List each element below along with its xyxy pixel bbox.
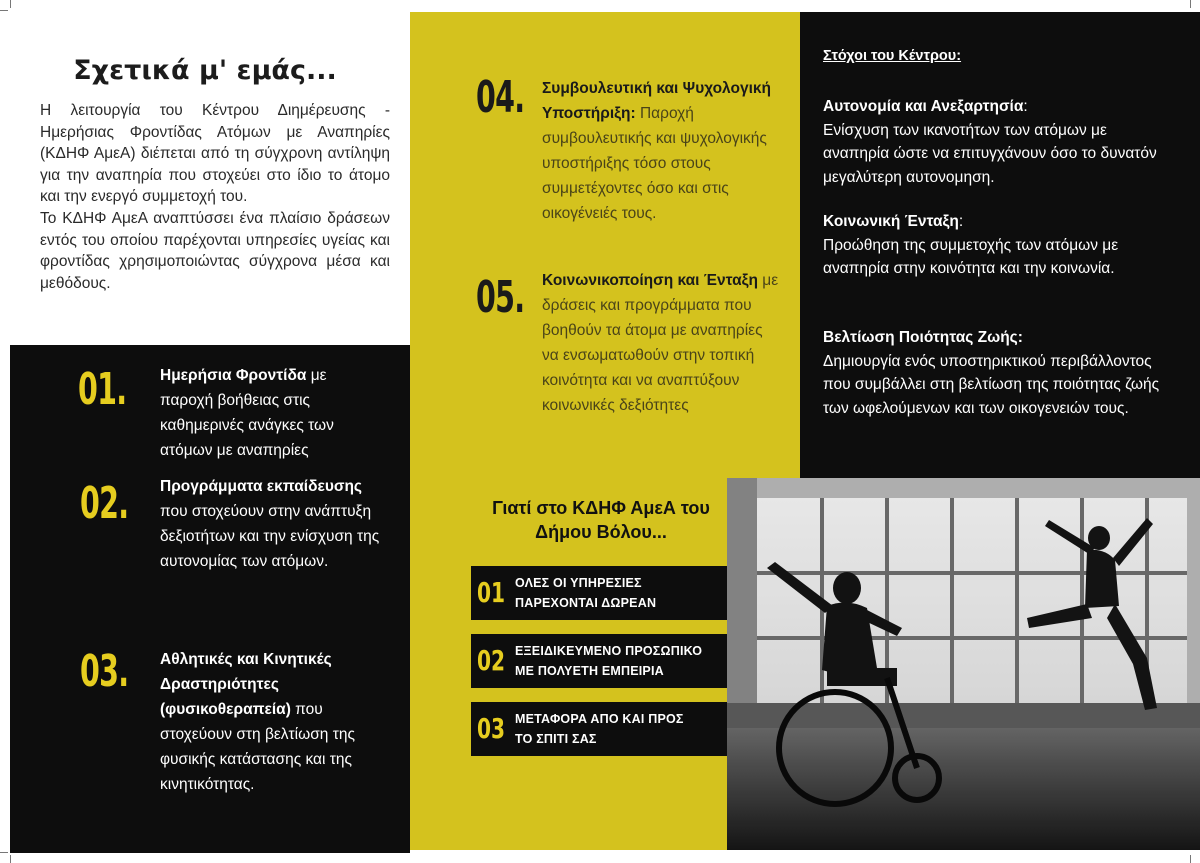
service-number-05: 05. bbox=[476, 272, 525, 323]
about-title: Σχετικά μ' εμάς... bbox=[73, 55, 337, 86]
why-number: 01 bbox=[477, 576, 506, 609]
why-text bbox=[515, 573, 743, 613]
dancers-photo bbox=[727, 478, 1200, 850]
why-text bbox=[515, 709, 743, 749]
crop-mark bbox=[10, 0, 11, 8]
why-title: Γιατί στο ΚΔΗΦ ΑμεΑ του Δήμου Βόλου... bbox=[492, 498, 710, 542]
service-item-01 bbox=[160, 363, 375, 463]
why-text-line: ΜΕΤΑΦΟΡΑ ΑΠΟ ΚΑΙ ΠΡΟΣ bbox=[515, 712, 684, 726]
goal-text: Δημιουργία ενός υποστηρικτικού περιβάλλοντος που συμβάλλει στη βελτίωση της ποιότητας ζωής των ωφελούμενων και των οικογενειών τους. bbox=[823, 352, 1160, 417]
crop-mark bbox=[1190, 855, 1191, 863]
goal-separator: : bbox=[1023, 98, 1028, 115]
goal-title: Κοινωνική Ένταξη bbox=[823, 213, 959, 230]
service-title: Αθλητικές και Κινητικές Δραστηριότητες (φυσικοθεραπεία) bbox=[160, 651, 332, 718]
about-paragraph-2: Το ΚΔΗΦ ΑμεΑ αναπτύσσει ένα πλαίσιο δράσεων εντός του οποίου παρέχονται υπηρεσίες υγείας και φροντίδας χρησιμοποιώντας σύγχρονα μέσα και μεθόδους. bbox=[40, 209, 390, 292]
why-text-line: ΠΑΡΕΧΟΝΤΑΙ ΔΩΡΕΑΝ bbox=[515, 596, 657, 610]
why-text-line: ΜΕ ΠΟΛΥΕΤΗ ΕΜΠΕΙΡΙΑ bbox=[515, 664, 664, 678]
service-desc: με δράσεις και προγράμματα που βοηθούν τα άτομα με αναπηρίες να ενσωματωθούν στην τοπική κοινότητα και να αναπτύξουν κοινωνικές δεξιότητες bbox=[542, 272, 779, 414]
crop-mark bbox=[10, 855, 11, 863]
service-desc: με παροχή βοήθειας στις καθημερινές ανάγκες των ατόμων με αναπηρίες bbox=[160, 367, 334, 459]
service-title: Συμβουλευτική και Ψυχολογική Υποστήριξη: bbox=[542, 80, 771, 122]
service-title: Κοινωνικοποίηση και Ένταξη bbox=[542, 272, 758, 289]
crop-mark bbox=[0, 852, 8, 853]
goal-text: Ενίσχυση των ικανοτήτων των ατόμων με αναπηρία ώστε να επιτυγχάνουν όσο το δυνατόν μεγαλύτερη αυτονομηση. bbox=[823, 121, 1157, 186]
goal-item-inclusion bbox=[823, 210, 1173, 281]
goal-title: Βελτίωση Ποιότητας Ζωής: bbox=[823, 329, 1023, 346]
why-number: 02 bbox=[477, 644, 506, 677]
why-text-line: ΟΛΕΣ ΟΙ ΥΠΗΡΕΣΙΕΣ bbox=[515, 576, 642, 590]
goal-item-quality bbox=[823, 326, 1173, 420]
why-text-line: ΤΟ ΣΠΙΤΙ ΣΑΣ bbox=[515, 732, 597, 746]
service-item-02 bbox=[160, 474, 385, 574]
service-desc: που στοχεύουν στη βελτίωση της φυσικής κατάστασης και της κινητικότητας. bbox=[160, 701, 355, 793]
why-item-03 bbox=[471, 702, 745, 756]
service-number-01: 01. bbox=[78, 364, 127, 415]
why-text-line: ΕΞΕΙΔΙΚΕΥΜΕΝΟ ΠΡΟΣΩΠΙΚΟ bbox=[515, 644, 703, 658]
goal-item-autonomy bbox=[823, 95, 1173, 189]
service-item-04 bbox=[542, 76, 780, 226]
why-item-01 bbox=[471, 566, 745, 620]
service-desc: που στοχεύουν στην ανάπτυξη δεξιοτήτων και την ενίσχυση της αυτονομίας των ατόμων. bbox=[160, 503, 380, 570]
about-text bbox=[40, 100, 390, 294]
why-text bbox=[515, 641, 743, 681]
goals-heading: Στόχοι του Κέντρου: bbox=[823, 48, 962, 64]
dancers-illustration bbox=[727, 478, 1200, 850]
service-desc: Παροχή συμβουλευτικής και ψυχολογικής υποστήριξης τόσο στους συμμετέχοντες όσο και στις οικογένειές τους. bbox=[542, 105, 767, 222]
service-title: Προγράμματα εκπαίδευσης bbox=[160, 478, 362, 495]
about-paragraph-1: Η λειτουργία του Κέντρου Διημέρευσης - Ημερήσιας Φροντίδας Ατόμων με Αναπηρίες (ΚΔΗΦ ΑμεΑ) διέπεται από τη σύγχρονη αντίληψη για την αναπηρία που στοχεύει στο ίδιο το άτομο και την ενεργό συμμετοχή του. bbox=[40, 102, 390, 206]
goal-text: Προώθηση της συμμετοχής των ατόμων με αναπηρία στην κοινότητα και την κοινωνία. bbox=[823, 236, 1119, 277]
service-number-03: 03. bbox=[80, 646, 129, 697]
crop-mark bbox=[1190, 0, 1191, 8]
service-item-05 bbox=[542, 268, 782, 418]
service-title: Ημερήσια Φροντίδα bbox=[160, 367, 307, 384]
why-number: 03 bbox=[477, 712, 506, 745]
service-number-02: 02. bbox=[80, 478, 129, 529]
goal-title: Αυτονομία και Ανεξαρτησία bbox=[823, 98, 1024, 115]
crop-mark bbox=[0, 10, 8, 11]
service-item-03 bbox=[160, 647, 385, 797]
goal-separator: : bbox=[958, 213, 964, 230]
why-item-02 bbox=[471, 634, 745, 688]
service-number-04: 04. bbox=[476, 72, 525, 123]
